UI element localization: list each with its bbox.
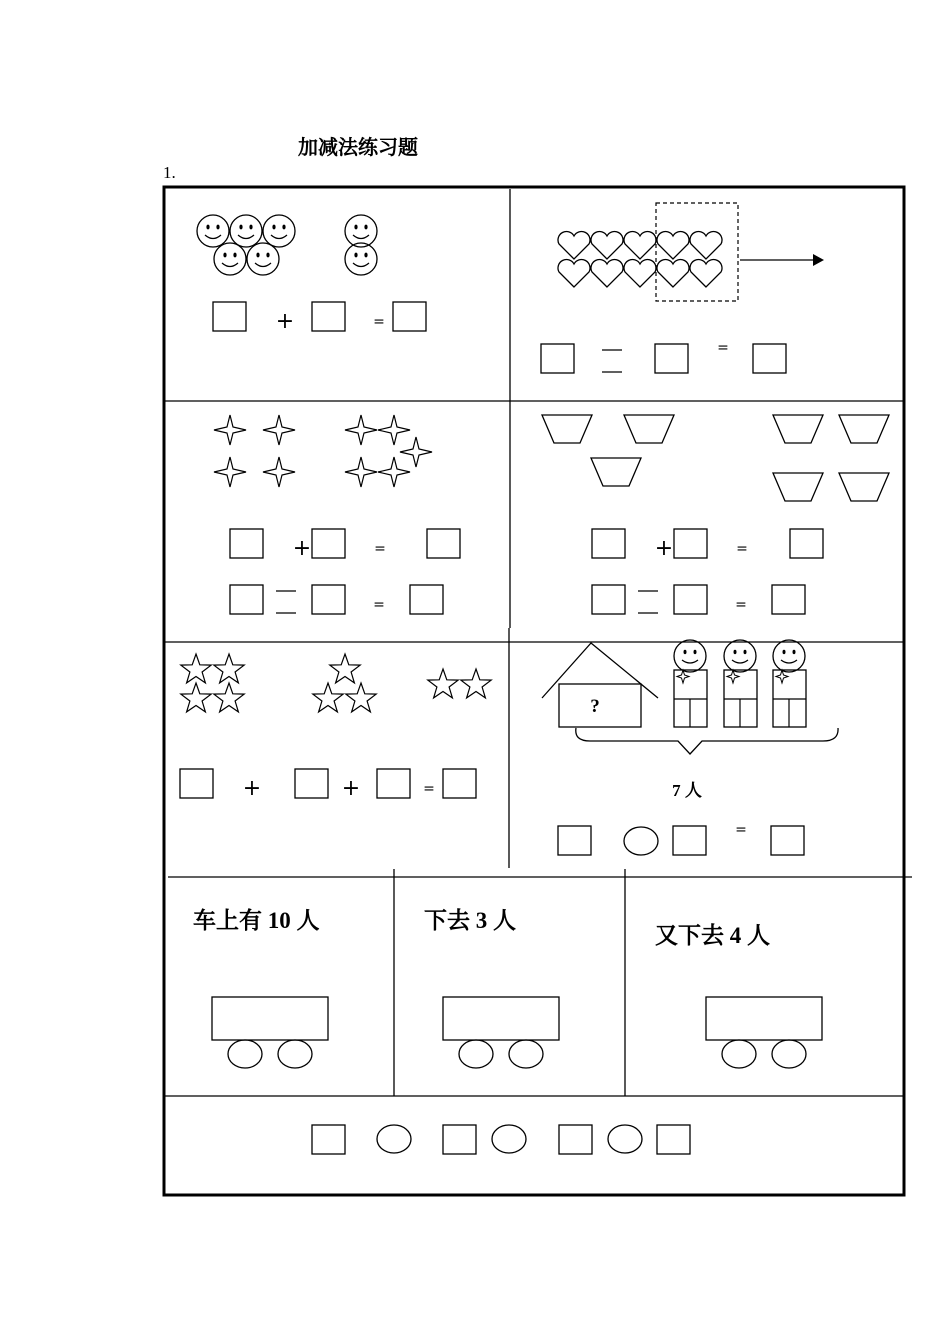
dashed-selection-box: [656, 203, 738, 301]
answer-box[interactable]: [753, 344, 786, 373]
answer-box[interactable]: [312, 1125, 345, 1154]
panel-bus-story: [193, 907, 822, 1068]
operator-circle[interactable]: [492, 1125, 526, 1153]
equals-sign: =: [423, 781, 435, 797]
star-icon: [461, 669, 491, 698]
smiley-icon: [230, 215, 262, 247]
star-icon: [214, 654, 244, 683]
outer-frame: [164, 187, 904, 1195]
equals-sign: =: [373, 597, 385, 613]
star-icon: [428, 669, 458, 698]
operator-circle[interactable]: [377, 1125, 411, 1153]
equals-sign: =: [717, 340, 729, 356]
bucket-icon: [773, 415, 823, 443]
bucket-icon: [839, 473, 889, 501]
heart-icon: [657, 260, 689, 288]
smiley-icon: [263, 215, 295, 247]
plus-sign: +: [242, 776, 262, 801]
panel-smiley-addition: [197, 215, 426, 334]
person-icon: [773, 640, 806, 727]
heart-icon: [657, 232, 689, 260]
bucket-icon: [624, 415, 674, 443]
answer-box[interactable]: [230, 529, 263, 558]
smiley-icon: [247, 243, 279, 275]
arrow-head-icon: [813, 254, 824, 266]
sparkle-icon: [263, 457, 295, 487]
star-icon: [181, 654, 211, 683]
heart-icon: [591, 232, 623, 260]
heart-icon: [690, 232, 722, 260]
sparkle-icon: [263, 415, 295, 445]
answer-box[interactable]: [558, 826, 591, 855]
smiley-icon: [345, 215, 377, 247]
answer-box[interactable]: [655, 344, 688, 373]
plus-sign: +: [275, 309, 295, 334]
people-total-label: 7 人: [672, 781, 702, 800]
bus-icon: [443, 997, 559, 1068]
person-icon: [674, 640, 707, 727]
smiley-icon: [345, 243, 377, 275]
answer-box[interactable]: [230, 585, 263, 614]
answer-box[interactable]: [295, 769, 328, 798]
heart-icon: [558, 232, 590, 260]
sparkle-icon: [214, 457, 246, 487]
sparkle-icon: [345, 415, 377, 445]
bus-2-caption: 下去 3 人: [424, 908, 516, 933]
bus-icon: [212, 997, 328, 1068]
answer-box[interactable]: [674, 529, 707, 558]
smiley-icon: [214, 243, 246, 275]
answer-box[interactable]: [410, 585, 443, 614]
answer-box[interactable]: [180, 769, 213, 798]
panel-sparkle-add-sub: [214, 415, 460, 614]
bus-3-caption: 又下去 4 人: [655, 923, 770, 948]
equals-sign: =: [735, 597, 747, 613]
answer-box[interactable]: [790, 529, 823, 558]
answer-box[interactable]: [674, 585, 707, 614]
heart-icon: [690, 260, 722, 288]
question-number: 1.: [163, 163, 176, 182]
panel-heart-subtraction: [541, 203, 824, 373]
equals-sign: =: [735, 822, 747, 838]
operator-circle[interactable]: [624, 827, 658, 855]
bucket-icon: [591, 458, 641, 486]
sparkle-icon: [378, 457, 410, 487]
equals-sign: =: [373, 314, 385, 330]
panel-star-addition: [180, 654, 491, 801]
plus-sign: +: [341, 776, 361, 801]
answer-box[interactable]: [377, 769, 410, 798]
person-icon: [724, 640, 757, 727]
answer-box[interactable]: [312, 585, 345, 614]
bus-answer-row: [312, 1125, 690, 1154]
answer-box[interactable]: [312, 302, 345, 331]
equals-sign: =: [374, 541, 386, 557]
sparkle-icon: [400, 437, 432, 467]
panel-house-people: [542, 640, 838, 855]
bus-1-caption: 车上有 10 人: [193, 908, 320, 933]
group-brace: [576, 728, 838, 754]
star-icon: [330, 654, 360, 683]
heart-icon: [591, 260, 623, 288]
answer-box[interactable]: [541, 344, 574, 373]
smiley-icon: [197, 215, 229, 247]
star-icon: [181, 683, 211, 712]
bucket-icon: [839, 415, 889, 443]
answer-box[interactable]: [559, 1125, 592, 1154]
answer-box[interactable]: [592, 585, 625, 614]
heart-icon: [558, 260, 590, 288]
heart-icon: [624, 260, 656, 288]
star-icon: [346, 683, 376, 712]
answer-box[interactable]: [312, 529, 345, 558]
bucket-icon: [773, 473, 823, 501]
answer-box[interactable]: [443, 1125, 476, 1154]
operator-circle[interactable]: [608, 1125, 642, 1153]
house-body: [559, 684, 641, 727]
answer-box[interactable]: [772, 585, 805, 614]
star-icon: [313, 683, 343, 712]
answer-box[interactable]: [657, 1125, 690, 1154]
answer-box[interactable]: [673, 826, 706, 855]
equals-sign: =: [736, 541, 748, 557]
plus-sign: +: [654, 536, 674, 561]
sparkle-icon: [345, 457, 377, 487]
star-icon: [214, 683, 244, 712]
sparkle-icon: [214, 415, 246, 445]
page-title: 加减法练习题: [298, 137, 418, 159]
panel-bucket-add-sub: [542, 415, 889, 614]
answer-box[interactable]: [443, 769, 476, 798]
answer-box[interactable]: [771, 826, 804, 855]
answer-box[interactable]: [427, 529, 460, 558]
heart-icon: [624, 232, 656, 260]
answer-box[interactable]: [213, 302, 246, 331]
bus-icon: [706, 997, 822, 1068]
bucket-icon: [542, 415, 592, 443]
house-question-mark: ?: [590, 696, 600, 717]
plus-sign: +: [292, 536, 312, 561]
sparkle-icon: [378, 415, 410, 445]
answer-box[interactable]: [592, 529, 625, 558]
answer-box[interactable]: [393, 302, 426, 331]
